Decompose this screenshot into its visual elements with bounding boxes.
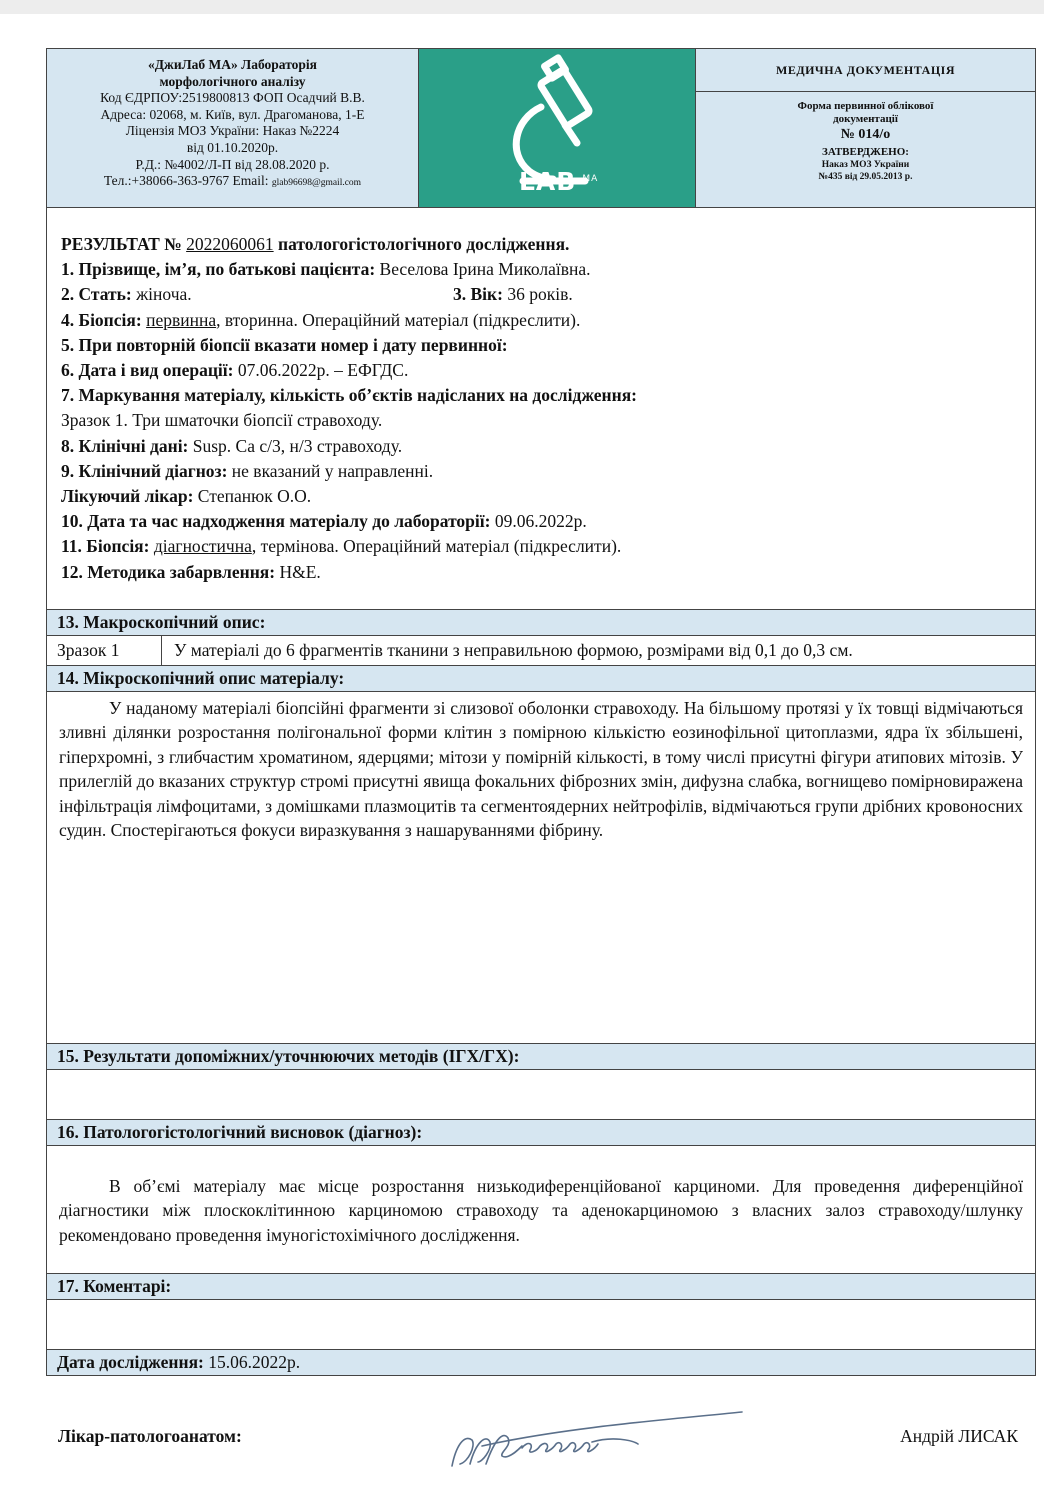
biopsy2-row: 11. Біопсія: діагностична, термінова. Операційний матеріал (підкреслити). [61,536,622,557]
marking-value: Зразок 1. Три шматочки біопсії стравоходу. [61,410,383,431]
form-number: № 014/о [840,127,891,142]
med-doc-title: МЕДИЧНА ДОКУМЕНТАЦІЯ [696,49,1035,92]
top-band [0,0,1044,14]
sex-age-row: 2. Стать: жіноча. 3. Вік: 36 років. [61,284,573,305]
study-date-row: Дата дослідження: 15.06.2022р. [46,1350,1036,1376]
section-14-header: 14. Мікроскопічний опис матеріалу: [46,666,1036,692]
lab-email: glab96698@gmail.com [271,178,362,189]
signature [442,1406,762,1476]
section-17-header: 17. Коментарі: [46,1274,1036,1300]
section-15-header: 15. Результати допоміжних/уточнюючих методів (ІГХ/ГХ): [46,1044,1036,1070]
repeat-biopsy-row: 5. При повторній біопсії вказати номер і дату первинної: [61,334,508,355]
logo-sup: MA [582,173,599,184]
section-15-body [46,1070,1036,1120]
lab-info [47,49,419,207]
section-17-body [46,1300,1036,1350]
lab-address: Адреса: 02068, м. Київ, вул. Драгоманова, 1-Е [100,106,365,122]
staining-row: 12. Методика забарвлення: H&E. [61,561,321,582]
document-header [46,48,1036,208]
doc-info [696,49,1035,207]
lab-logo [419,49,696,207]
logo-text: LAB $^{MA}$ [519,167,599,196]
lab-edrpou: Код ЄДРПОУ:2519800813 ФОП Осадчий В.В. [100,90,365,106]
report-title: РЕЗУЛЬТАТ № 2022060061 патологогістологічного дослідження. [61,234,570,254]
clinical-row: 8. Клінічні дані: Susp. Ca с/3, н/3 стравоходу. [61,435,403,456]
doctor-row: Лікуючий лікар: Степанюк О.О. [61,486,312,507]
pathologist-name: Андрій ЛИСАК [900,1426,1018,1446]
micro-description: У наданому матеріалі біопсійні фрагменти зі слизової оболонки стравоходу. На більшому протязі у їх товщі відмічаються зливні ділянки розростання полігональної форми клітин з помірною кількістю еозинофільної цитоплазми, ядра їх збільшені, гіперхромні, з глибчастим хроматином, ядерцями; мітози у помірній кількості, в тому числі присутні фігури атипових мітозів. У прилеглій до вказаних структур стромі присутні явища фокальних фіброзних змін, дифузна слабка, вогнищево помірновиражена інфільтрація лімфоцитами, з домішками плазмоцитів та сегментоядерних нейтрофілів, відмічаються групи дрібних кровоносних судин. Спостерігаються фокуси виразкування з нашаруваннями фібрину. [46,692,1036,1044]
macro-row [46,636,1036,666]
macro-text: У матеріалі до 6 фрагментів тканини з неправильною формою, розмірами від 0,1 до 0,3 см. [174,640,853,660]
lab-subtitle: морфологічного аналізу [159,73,306,89]
macro-sample: Зразок 1 [47,636,162,665]
section-13-header: 13. Макроскопічний опис: [46,610,1036,636]
lab-license: Ліцензія МОЗ України: Наказ №2224 [125,123,340,139]
pathologist-label: Лікар-патологоанатом: [58,1426,242,1446]
report-number: 2022060061 [186,234,274,254]
report-info [46,208,1036,610]
operation-row: 6. Дата і вид операції: 07.06.2022р. – ЕФГДС. [61,360,409,381]
document-page [46,48,1036,1376]
patient-row: 1. Прізвище, ім’я, по батькові пацієнта: Веселова Ірина Миколаївна. [61,259,591,280]
conclusion: В об’ємі матеріалу має місце розростання низькодиференційованої карциноми. Для проведення диференційної діагностики між плоскоклітинною карциномою стравоходу та аденокарциномою з власних залоз стравоходу/шлунку рекомендовано проведення імуногістохімічного дослідження. [46,1146,1036,1274]
arrival-row: 10. Дата та час надходження матеріалу до лабораторії: 09.06.2022р. [61,511,587,532]
lab-name: «ДжиЛаб МА» Лабораторія [148,57,317,72]
form-info: Форма первинної облікової документації № 014/о ЗАТВЕРДЖЕНО: Наказ МОЗ України №435 від 29.05.2013 р. [696,92,1035,207]
signature-block [46,1402,1036,1472]
approved-label: ЗАТВЕРДЖЕНО: [822,146,909,158]
section-16-header: 16. Патологогістологічний висновок (діагноз): [46,1120,1036,1146]
marking-row: 7. Маркування матеріалу, кількість об’єктів надісланих на дослідження: [61,385,638,406]
lab-rd: Р.Д.: №4002/Л-П від 28.08.2020 р. [135,156,330,172]
lab-license-date: від 01.10.2020р. [186,139,279,155]
lab-contacts: Тел.:+38066-363-9767 Email: glab96698@gmail.com [103,173,362,189]
biopsy-row: 4. Біопсія: первинна, вторинна. Операційний матеріал (підкреслити). [61,309,581,330]
diagnosis-row: 9. Клінічний діагноз: не вказаний у направленні. [61,460,434,481]
